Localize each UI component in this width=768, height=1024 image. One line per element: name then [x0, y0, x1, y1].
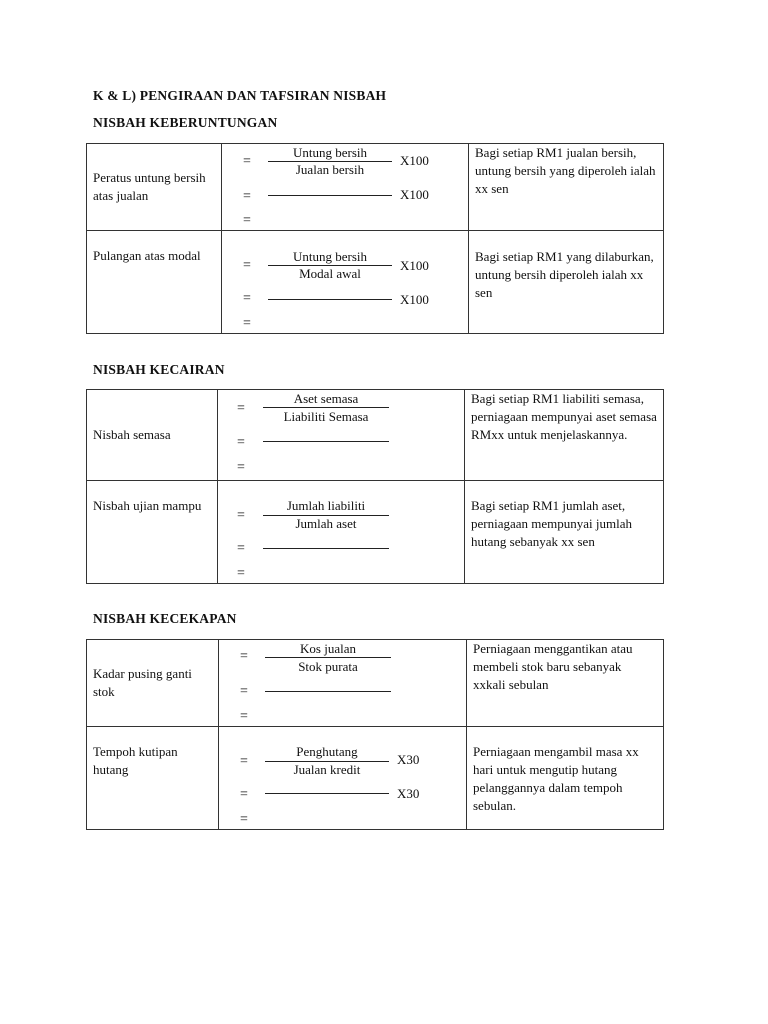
- formula-multiplier: X100: [400, 292, 429, 307]
- table-row: [87, 481, 664, 584]
- formula-multiplier: X30: [397, 786, 420, 801]
- equals-sign: =: [240, 754, 248, 769]
- ratio-table-kecekapan: [86, 639, 664, 830]
- ratio-label: Kadar pusing ganti stok: [87, 640, 219, 727]
- table-row: [87, 231, 664, 334]
- interpretation-text: Bagi setiap RM1 yang dilaburkan, untung bersih diperoleh ialah xx sen: [469, 231, 664, 334]
- equals-sign: =: [240, 787, 248, 802]
- equals-sign: =: [240, 709, 248, 724]
- formula-denominator: Modal awal: [299, 266, 361, 281]
- formula-denominator: Jualan bersih: [295, 162, 365, 177]
- equals-sign: =: [243, 213, 251, 228]
- interpretation-text: Bagi setiap RM1 jualan bersih, untung bersih yang diperoleh ialah xx sen: [469, 144, 664, 231]
- equals-sign: =: [240, 812, 248, 827]
- formula-multiplier: X100: [400, 153, 429, 168]
- equals-sign: =: [237, 566, 245, 581]
- answer-line: [265, 691, 391, 692]
- table-row: [87, 727, 664, 830]
- table-row: [87, 390, 664, 481]
- formula-numerator: Jumlah liabiliti: [286, 498, 366, 513]
- formula-numerator: Penghutang: [296, 744, 358, 759]
- section-heading-keberuntungan: NISBAH KEBERUNTUNGAN: [93, 115, 278, 130]
- table-row: [87, 144, 664, 231]
- formula-cell: [222, 144, 469, 231]
- answer-line: [268, 195, 392, 196]
- formula-numerator: Aset semasa: [293, 391, 359, 406]
- document-title: K & L) PENGIRAAN DAN TAFSIRAN NISBAH: [93, 88, 387, 103]
- section-heading-kecekapan: NISBAH KECEKAPAN: [93, 611, 237, 626]
- interpretation-text: Bagi setiap RM1 jumlah aset, perniagaan mempunyai jumlah hutang sebanyak xx sen: [465, 481, 664, 584]
- equals-sign: =: [243, 154, 251, 169]
- ratio-label: Pulangan atas modal: [87, 231, 222, 334]
- formula-cell: [219, 640, 467, 727]
- formula-numerator: Kos jualan: [300, 641, 356, 656]
- equals-sign: =: [243, 189, 251, 204]
- answer-line: [268, 299, 392, 300]
- formula-numerator: Untung bersih: [292, 249, 368, 264]
- equals-sign: =: [243, 258, 251, 273]
- equals-sign: =: [240, 649, 248, 664]
- interpretation-text: Perniagaan mengambil masa xx hari untuk mengutip hutang pelanggannya dalam tempoh sebulan.: [467, 727, 664, 830]
- equals-sign: =: [240, 684, 248, 699]
- formula-cell: [218, 481, 465, 584]
- equals-sign: =: [237, 541, 245, 556]
- formula-numerator: Untung bersih: [292, 145, 368, 160]
- formula-denominator: Stok purata: [298, 659, 358, 674]
- formula-cell: [219, 727, 467, 830]
- equals-sign: =: [237, 508, 245, 523]
- answer-line: [263, 548, 389, 549]
- formula-cell: [218, 390, 465, 481]
- equals-sign: =: [243, 316, 251, 331]
- ratio-label: Nisbah semasa: [87, 390, 218, 481]
- equals-sign: =: [243, 291, 251, 306]
- ratio-label: Peratus untung bersih atas jualan: [87, 144, 222, 231]
- answer-line: [263, 441, 389, 442]
- section-heading-kecairan: NISBAH KECAIRAN: [93, 362, 225, 377]
- formula-multiplier: X30: [397, 752, 420, 767]
- ratio-table-kecairan: [86, 389, 664, 584]
- formula-multiplier: X100: [400, 258, 429, 273]
- equals-sign: =: [237, 401, 245, 416]
- answer-line: [265, 793, 389, 794]
- ratio-table-keberuntungan: [86, 143, 664, 334]
- formula-cell: [222, 231, 469, 334]
- formula-multiplier: X100: [400, 187, 429, 202]
- interpretation-text: Perniagaan menggantikan atau membeli stok baru sebanyak xxkali sebulan: [467, 640, 664, 727]
- equals-sign: =: [237, 460, 245, 475]
- interpretation-text: Bagi setiap RM1 liabiliti semasa, perniagaan mempunyai aset semasa RMxx untuk menjelaskannya.: [465, 390, 664, 481]
- equals-sign: =: [237, 435, 245, 450]
- formula-denominator: Jualan kredit: [293, 762, 361, 777]
- ratio-label: Nisbah ujian mampu: [87, 481, 218, 584]
- formula-denominator: Jumlah aset: [295, 516, 357, 531]
- ratio-label: Tempoh kutipan hutang: [87, 727, 219, 830]
- table-row: [87, 640, 664, 727]
- formula-denominator: Liabiliti Semasa: [283, 409, 369, 424]
